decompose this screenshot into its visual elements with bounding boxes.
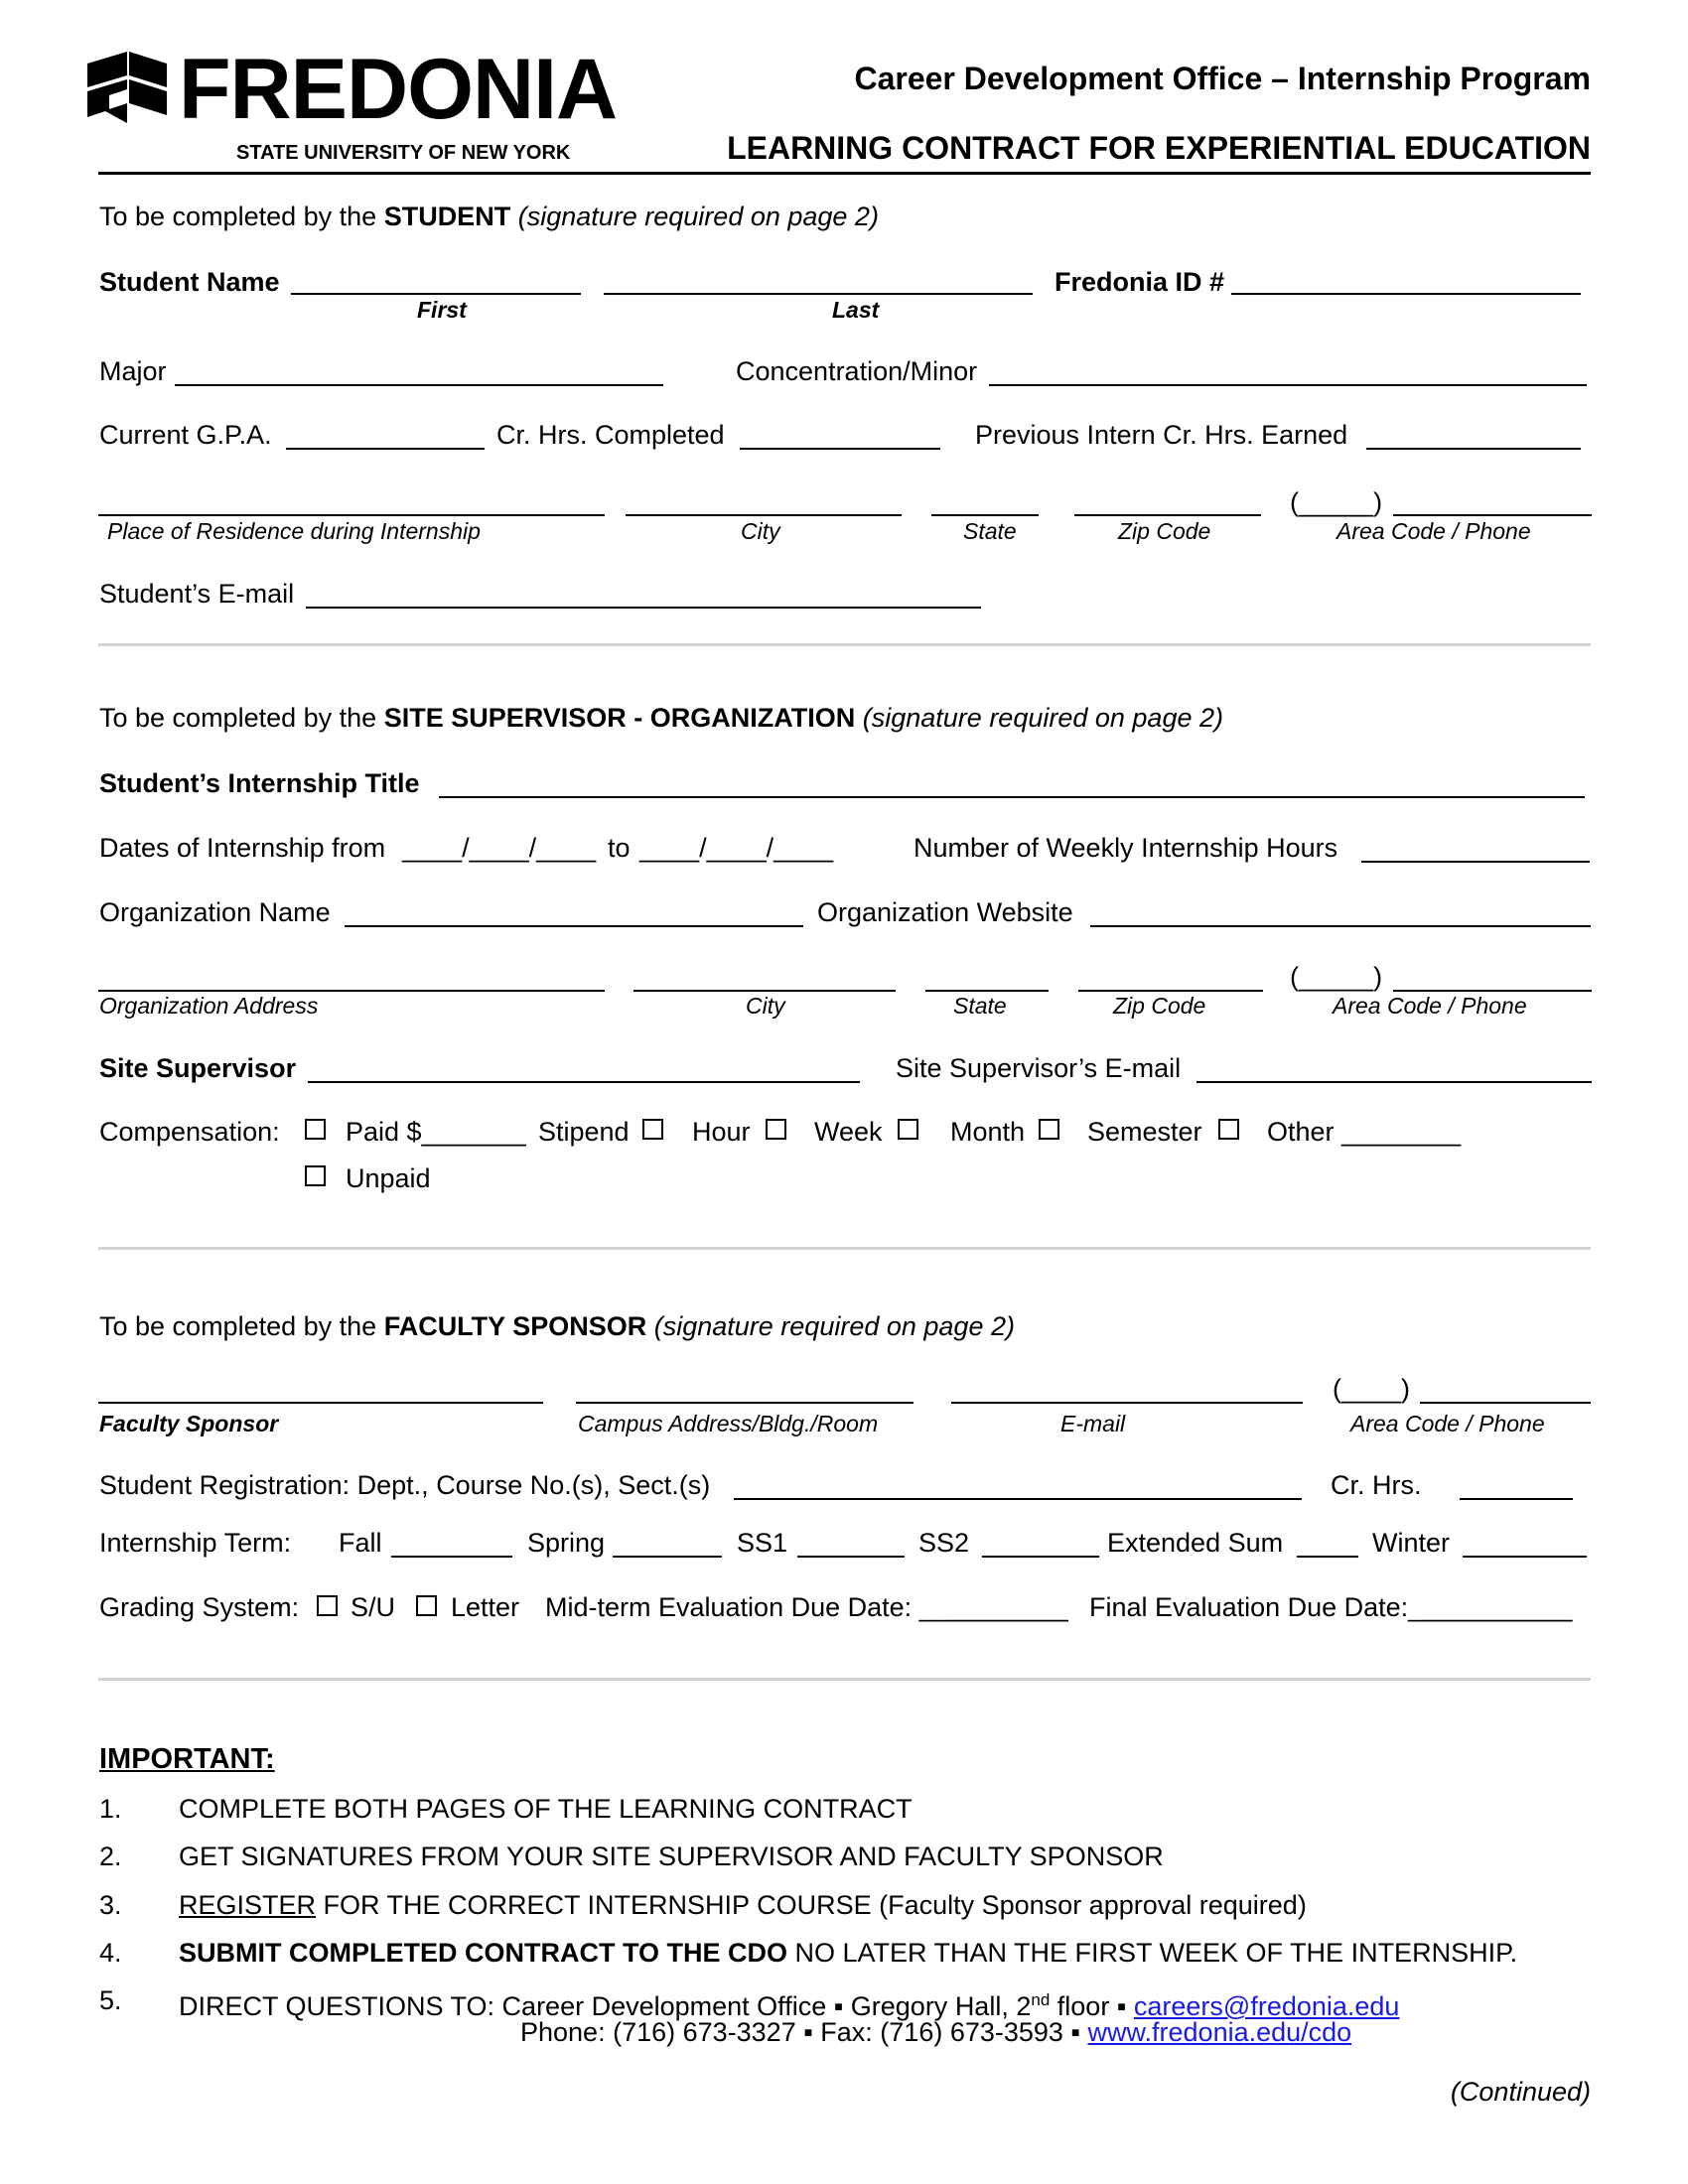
unpaid-checkbox[interactable]: [305, 1165, 326, 1186]
su-label: S/U: [351, 1592, 396, 1622]
letter-label: Letter: [451, 1592, 520, 1622]
phone-caption: Area Code / Phone: [1350, 1411, 1545, 1436]
important-num: 3.: [99, 1890, 122, 1920]
intro-role: SITE SUPERVISOR - ORGANIZATION: [383, 703, 856, 733]
first-name-field[interactable]: [291, 293, 581, 295]
fredonia-emblem-icon: [87, 52, 167, 123]
semester-checkbox[interactable]: [1218, 1119, 1239, 1140]
student-name-label: Student Name: [99, 267, 280, 297]
fredonia-id-label: Fredonia ID #: [1055, 267, 1225, 297]
office-title: Career Development Office – Internship Program: [854, 61, 1591, 96]
previous-credits-label: Previous Intern Cr. Hrs. Earned: [975, 420, 1348, 450]
first-name-caption: First: [417, 297, 467, 323]
extended-field[interactable]: [1297, 1556, 1358, 1558]
area-code-paren[interactable]: (_____): [1290, 962, 1383, 992]
student-email-label: Student’s E-mail: [99, 579, 295, 609]
intro-prefix: To be completed by the: [99, 703, 384, 733]
su-checkbox[interactable]: [317, 1595, 338, 1616]
spring-label: Spring: [527, 1528, 606, 1558]
important-item: [179, 1889, 1307, 1921]
section-divider: [98, 1678, 1591, 1681]
continued-note: (Continued): [1450, 2077, 1591, 2107]
stipend-label: Stipend: [538, 1117, 630, 1147]
residence-phone-field[interactable]: [1393, 514, 1592, 516]
item-bold-text: SUBMIT COMPLETED CONTRACT TO THE CDO: [179, 1938, 787, 1968]
intro-role: STUDENT: [383, 202, 511, 231]
important-item: COMPLETE BOTH PAGES OF THE LEARNING CONTRACT: [179, 1794, 913, 1824]
zip-caption: Zip Code: [1113, 993, 1206, 1019]
week-checkbox[interactable]: [898, 1119, 918, 1140]
dates-from-field[interactable]: ____/____/____: [402, 833, 597, 863]
residence-state-field[interactable]: [931, 514, 1039, 516]
org-name-field[interactable]: [345, 925, 803, 927]
term-label: Internship Term:: [99, 1528, 292, 1558]
weekly-hours-field[interactable]: [1361, 861, 1590, 863]
fredonia-logo: [87, 42, 624, 164]
campus-address-field[interactable]: [576, 1402, 914, 1404]
winter-field[interactable]: [1463, 1556, 1587, 1558]
ss2-field[interactable]: [982, 1556, 1099, 1558]
registration-field[interactable]: [734, 1498, 1302, 1500]
zip-caption: Zip Code: [1118, 518, 1211, 544]
previous-credits-field[interactable]: [1366, 448, 1581, 450]
header-rule: [98, 172, 1591, 175]
final-label: Final Evaluation Due Date:___________: [1089, 1592, 1573, 1622]
cr-hrs-field[interactable]: [1460, 1498, 1573, 1500]
org-name-label: Organization Name: [99, 897, 331, 927]
dates-to-label: to: [608, 833, 631, 863]
registration-label: Student Registration: Dept., Course No.(s), Sect.(s): [99, 1470, 711, 1500]
section-divider: [98, 1247, 1591, 1250]
fall-label: Fall: [339, 1528, 382, 1558]
area-code-paren[interactable]: (_____): [1290, 487, 1383, 517]
residence-city-field[interactable]: [626, 514, 902, 516]
concentration-label: Concentration/Minor: [736, 356, 978, 386]
dates-to-field[interactable]: ____/____/____: [639, 833, 834, 863]
extended-label: Extended Sum: [1107, 1528, 1284, 1558]
major-field[interactable]: [175, 384, 663, 386]
contact-phone-line: [520, 2016, 1351, 2048]
important-item: [179, 1937, 1517, 1969]
concentration-field[interactable]: [989, 384, 1587, 386]
month-label: Month: [950, 1117, 1026, 1147]
important-item: GET SIGNATURES FROM YOUR SITE SUPERVISOR AND FACULTY SPONSOR: [179, 1842, 1164, 1871]
area-code-paren[interactable]: (____): [1333, 1374, 1411, 1404]
other-label: Other ________: [1267, 1117, 1462, 1147]
item-text: DIRECT QUESTIONS TO: Career Development Office ▪ Gregory Hall, 2: [179, 1991, 1032, 2021]
logo-subtitle: STATE UNIVERSITY OF NEW YORK: [236, 142, 571, 164]
intro-prefix: To be completed by the: [99, 202, 384, 231]
faculty-section-intro: [99, 1310, 1015, 1342]
fredonia-id-field[interactable]: [1231, 293, 1581, 295]
residence-field[interactable]: [98, 514, 605, 516]
faculty-sponsor-field[interactable]: [98, 1402, 543, 1404]
phone-caption: Area Code / Phone: [1333, 993, 1527, 1019]
faculty-phone-field[interactable]: [1420, 1402, 1591, 1404]
credits-completed-label: Cr. Hrs. Completed: [496, 420, 725, 450]
site-supervisor-label: Site Supervisor: [99, 1053, 297, 1083]
fall-field[interactable]: [391, 1556, 512, 1558]
intro-note: (signature required on page 2): [517, 202, 879, 231]
careers-email-link[interactable]: careers@fredonia.edu: [1133, 1991, 1400, 2021]
campus-address-caption: Campus Address/Bldg./Room: [578, 1411, 879, 1436]
city-caption: City: [741, 518, 780, 544]
site-supervisor-email-label: Site Supervisor’s E-mail: [896, 1053, 1182, 1083]
dates-from-label: Dates of Internship from: [99, 833, 386, 863]
residence-caption: Place of Residence during Internship: [107, 518, 481, 544]
register-link[interactable]: REGISTER: [179, 1890, 317, 1920]
state-caption: State: [963, 518, 1017, 544]
semester-label: Semester: [1087, 1117, 1202, 1147]
letter-checkbox[interactable]: [416, 1595, 437, 1616]
important-heading: IMPORTANT:: [99, 1743, 275, 1775]
credits-completed-field[interactable]: [740, 448, 940, 450]
important-num: 2.: [99, 1842, 122, 1871]
ss2-label: SS2: [918, 1528, 970, 1558]
email-caption: E-mail: [1060, 1411, 1126, 1436]
ss1-label: SS1: [737, 1528, 788, 1558]
stipend-checkbox[interactable]: [642, 1119, 663, 1140]
logo-wordmark: FREDONIA: [179, 42, 618, 137]
internship-title-field[interactable]: [439, 796, 1585, 798]
intro-note: (signature required on page 2): [653, 1311, 1015, 1341]
winter-label: Winter: [1372, 1528, 1451, 1558]
city-caption: City: [746, 993, 785, 1019]
site-supervisor-email-field[interactable]: [1196, 1081, 1592, 1083]
org-website-field[interactable]: [1090, 925, 1591, 927]
grading-label: Grading System:: [99, 1592, 300, 1622]
student-section-intro: [99, 201, 879, 232]
last-name-caption: Last: [832, 297, 880, 323]
ordinal-suffix: nd: [1031, 1990, 1051, 2009]
intro-role: FACULTY SPONSOR: [383, 1311, 647, 1341]
important-num: 5.: [99, 1985, 122, 2015]
item-text: NO LATER THAN THE FIRST WEEK OF THE INTERNSHIP.: [786, 1938, 1518, 1968]
phone-caption: Area Code / Phone: [1336, 518, 1531, 544]
student-email-field[interactable]: [306, 607, 981, 609]
unpaid-label: Unpaid: [346, 1163, 431, 1193]
supervisor-section-intro: [99, 702, 1223, 734]
week-label: Week: [814, 1117, 883, 1147]
midterm-label: Mid-term Evaluation Due Date: __________: [545, 1592, 1068, 1622]
intro-prefix: To be completed by the: [99, 1311, 384, 1341]
paid-label: Paid $_______: [346, 1117, 526, 1147]
gpa-label: Current G.P.A.: [99, 420, 272, 450]
faculty-email-field[interactable]: [951, 1402, 1303, 1404]
item-text: FOR THE CORRECT INTERNSHIP COURSE (Faculty Sponsor approval required): [316, 1890, 1307, 1920]
item-text: floor ▪: [1050, 1991, 1134, 2021]
contract-title: LEARNING CONTRACT FOR EXPERIENTIAL EDUCATION: [727, 130, 1591, 166]
ss1-field[interactable]: [797, 1556, 905, 1558]
hour-checkbox[interactable]: [766, 1119, 786, 1140]
month-checkbox[interactable]: [1039, 1119, 1059, 1140]
phone-fax-text: Phone: (716) 673-3327 ▪ Fax: (716) 673-3593 ▪: [520, 2017, 1088, 2047]
important-num: 4.: [99, 1938, 122, 1968]
hour-label: Hour: [692, 1117, 751, 1147]
internship-title-label: Student’s Internship Title: [99, 768, 420, 798]
org-address-caption: Organization Address: [99, 993, 319, 1019]
weekly-hours-label: Number of Weekly Internship Hours: [914, 833, 1338, 863]
residence-zip-field[interactable]: [1074, 514, 1261, 516]
important-num: 1.: [99, 1794, 122, 1824]
org-website-label: Organization Website: [817, 897, 1073, 927]
paid-checkbox[interactable]: [305, 1119, 326, 1140]
gpa-field[interactable]: [286, 448, 485, 450]
major-label: Major: [99, 356, 167, 386]
site-supervisor-field[interactable]: [308, 1081, 860, 1083]
compensation-label: Compensation:: [99, 1117, 280, 1147]
state-caption: State: [953, 993, 1007, 1019]
last-name-field[interactable]: [604, 293, 1033, 295]
cr-hrs-label: Cr. Hrs.: [1331, 1470, 1422, 1500]
intro-note: (signature required on page 2): [862, 703, 1223, 733]
spring-field[interactable]: [613, 1556, 722, 1558]
section-divider: [98, 643, 1591, 646]
cdo-website-link[interactable]: www.fredonia.edu/cdo: [1087, 2017, 1352, 2047]
faculty-sponsor-caption: Faculty Sponsor: [99, 1411, 279, 1436]
